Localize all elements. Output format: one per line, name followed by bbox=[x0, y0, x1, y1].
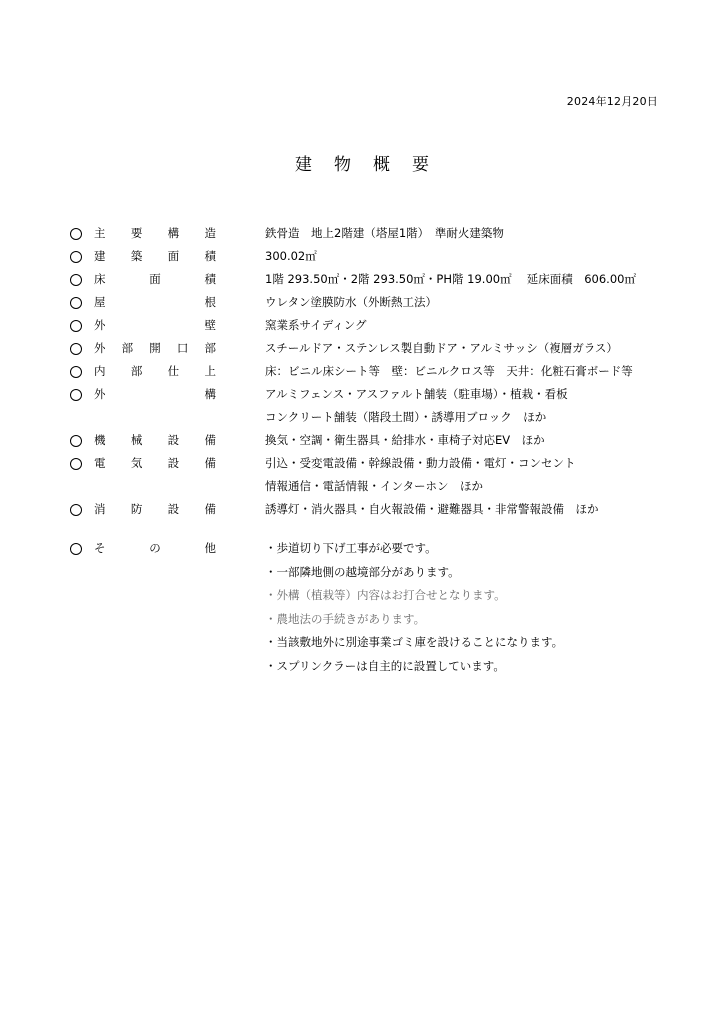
spec-label-char: 外 bbox=[94, 341, 106, 355]
spec-value-line: 1階 293.50㎡・2階 293.50㎡・PH階 19.00㎡ 延床面積 606.00㎡ bbox=[265, 272, 636, 286]
spec-label-char: 口 bbox=[176, 341, 189, 355]
spec-value bbox=[265, 429, 670, 452]
spec-value-line: コンクリート舗装（階段土間）・誘導用ブロック ほか bbox=[265, 410, 547, 424]
spec-row bbox=[70, 222, 670, 245]
spec-label-char: 外 bbox=[94, 318, 106, 332]
spec-value bbox=[265, 360, 670, 383]
circle-bullet-icon bbox=[70, 366, 82, 378]
spec-label-char: 消 bbox=[94, 502, 106, 516]
spec-label-char: 築 bbox=[130, 249, 143, 263]
spec-row bbox=[70, 314, 670, 337]
circle-bullet-icon bbox=[70, 297, 82, 309]
circle-bullet-icon bbox=[70, 458, 82, 470]
spec-value-line: 誘導灯・消火器具・自火報設備・避難器具・非常警報設備 ほか bbox=[265, 502, 599, 516]
spec-label-char: 屋 bbox=[94, 295, 106, 309]
spec-label-char: 設 bbox=[167, 502, 180, 516]
circle-bullet-icon bbox=[70, 343, 82, 355]
spec-value-line: 窯業系サイディング bbox=[265, 318, 367, 332]
circle-bullet-icon bbox=[70, 320, 82, 332]
spec-label bbox=[94, 498, 216, 521]
spec-value-line: 引込・受変電設備・幹線設備・動力設備・電灯・コンセント bbox=[265, 456, 576, 470]
note-item: ・一部隣地側の越境部分があります。 bbox=[265, 564, 460, 579]
circle-bullet-icon bbox=[70, 251, 82, 263]
spec-label-char: 面 bbox=[149, 272, 161, 286]
spec-value-line: 換気・空調・衛生器具・給排水・車椅子対応EV ほか bbox=[265, 433, 545, 447]
spec-value bbox=[265, 498, 670, 521]
spec-label-char: 壁 bbox=[204, 318, 216, 332]
document-title: 建物概要 bbox=[295, 155, 451, 175]
spec-label-char: 上 bbox=[204, 364, 216, 378]
spec-label bbox=[94, 429, 216, 452]
spec-label-char: 機 bbox=[94, 433, 106, 447]
spec-label-char: 備 bbox=[204, 456, 216, 470]
spec-label bbox=[94, 537, 216, 560]
spec-label-char: 要 bbox=[130, 226, 143, 240]
spec-label-char: 面 bbox=[167, 249, 180, 263]
building-spec-list bbox=[70, 222, 670, 678]
spec-value-line: 床：ビニル床シート等 壁：ビニルクロス等 天井：化粧石膏ボード等 bbox=[265, 364, 633, 378]
spec-value bbox=[265, 537, 670, 678]
spec-row bbox=[70, 452, 670, 498]
spec-label-char: 備 bbox=[204, 433, 216, 447]
spec-value bbox=[265, 291, 670, 314]
spec-label-char: 構 bbox=[167, 226, 180, 240]
spec-value bbox=[265, 452, 670, 498]
spec-value bbox=[265, 222, 670, 245]
circle-bullet-icon bbox=[70, 389, 82, 401]
spec-value bbox=[265, 245, 670, 268]
spec-label bbox=[94, 222, 216, 245]
circle-bullet-icon bbox=[70, 543, 82, 555]
spec-label-char: 外 bbox=[94, 387, 106, 401]
circle-bullet-icon bbox=[70, 504, 82, 516]
spec-value-line: 鉄骨造 地上2階建（塔屋1階） 準耐火建築物 bbox=[265, 226, 504, 240]
spec-label-char: 内 bbox=[94, 364, 106, 378]
circle-bullet-icon bbox=[70, 274, 82, 286]
spec-value-line: 300.02㎡ bbox=[265, 249, 317, 263]
spec-label-char: 床 bbox=[94, 272, 106, 286]
spec-value bbox=[265, 314, 670, 337]
spec-label-char: 部 bbox=[204, 341, 216, 355]
spec-label-char: の bbox=[149, 541, 161, 555]
circle-bullet-icon bbox=[70, 228, 82, 240]
spec-row bbox=[70, 498, 670, 521]
spec-value-line: ウレタン塗膜防水（外断熱工法） bbox=[265, 295, 438, 309]
spec-label bbox=[94, 337, 216, 360]
spec-label-char: 建 bbox=[94, 249, 106, 263]
spec-row bbox=[70, 337, 670, 360]
spec-value-line: アルミフェンス・アスファルト舗装（駐車場）・植栽・看板 bbox=[265, 387, 568, 401]
spec-label-char: 造 bbox=[204, 226, 216, 240]
spec-label bbox=[94, 245, 216, 268]
spec-label-char: 他 bbox=[204, 541, 216, 555]
note-item: ・当該敷地外に別途事業ゴミ庫を設けることになります。 bbox=[265, 635, 564, 649]
spec-label-char: 主 bbox=[94, 226, 106, 240]
spec-value bbox=[265, 383, 670, 429]
spec-label-char: 根 bbox=[204, 295, 216, 309]
spec-row bbox=[70, 383, 670, 429]
spec-label-char: 気 bbox=[130, 456, 143, 470]
document-date: 2024年12月20日 bbox=[566, 95, 658, 108]
spec-row bbox=[70, 268, 670, 291]
spec-label-char: 積 bbox=[204, 272, 216, 286]
spec-label-char: 開 bbox=[149, 341, 161, 355]
note-item: ・農地法の手続きがあります。 bbox=[265, 611, 426, 626]
note-item: ・スプリンクラーは自主的に設置しています。 bbox=[265, 658, 505, 673]
spec-label-char: 設 bbox=[167, 456, 180, 470]
spec-label-char: 部 bbox=[121, 341, 134, 355]
spec-label-char: 積 bbox=[204, 249, 216, 263]
spec-label bbox=[94, 360, 216, 383]
spec-label-char: 部 bbox=[130, 364, 143, 378]
spec-label-char: 設 bbox=[167, 433, 180, 447]
spec-label-char: 備 bbox=[204, 502, 216, 516]
other-notes-row bbox=[70, 537, 670, 678]
spec-row bbox=[70, 245, 670, 268]
spec-row bbox=[70, 360, 670, 383]
spec-row bbox=[70, 429, 670, 452]
spec-row bbox=[70, 291, 670, 314]
circle-bullet-icon bbox=[70, 435, 82, 447]
spec-label-char: 械 bbox=[130, 433, 143, 447]
spec-label bbox=[94, 452, 216, 475]
spec-label bbox=[94, 291, 216, 314]
note-item: ・歩道切り下げ工事が必要です。 bbox=[265, 541, 437, 555]
spec-label-char: 仕 bbox=[167, 364, 180, 378]
spec-value bbox=[265, 268, 670, 291]
spec-label bbox=[94, 268, 216, 291]
spec-value-line: 情報通信・電話情報・インターホン ほか bbox=[265, 479, 484, 493]
spec-label-char: そ bbox=[94, 541, 106, 555]
spec-value-line: スチールドア・ステンレス製自動ドア・アルミサッシ（複層ガラス） bbox=[265, 341, 618, 355]
spec-label-char: 構 bbox=[204, 387, 216, 401]
spec-label-char: 電 bbox=[94, 456, 106, 470]
spec-label-char: 防 bbox=[130, 502, 143, 516]
note-item: ・外構（植栽等）内容はお打合せとなります。 bbox=[265, 588, 506, 602]
spec-value bbox=[265, 337, 670, 360]
spec-label bbox=[94, 383, 216, 406]
spec-label bbox=[94, 314, 216, 337]
